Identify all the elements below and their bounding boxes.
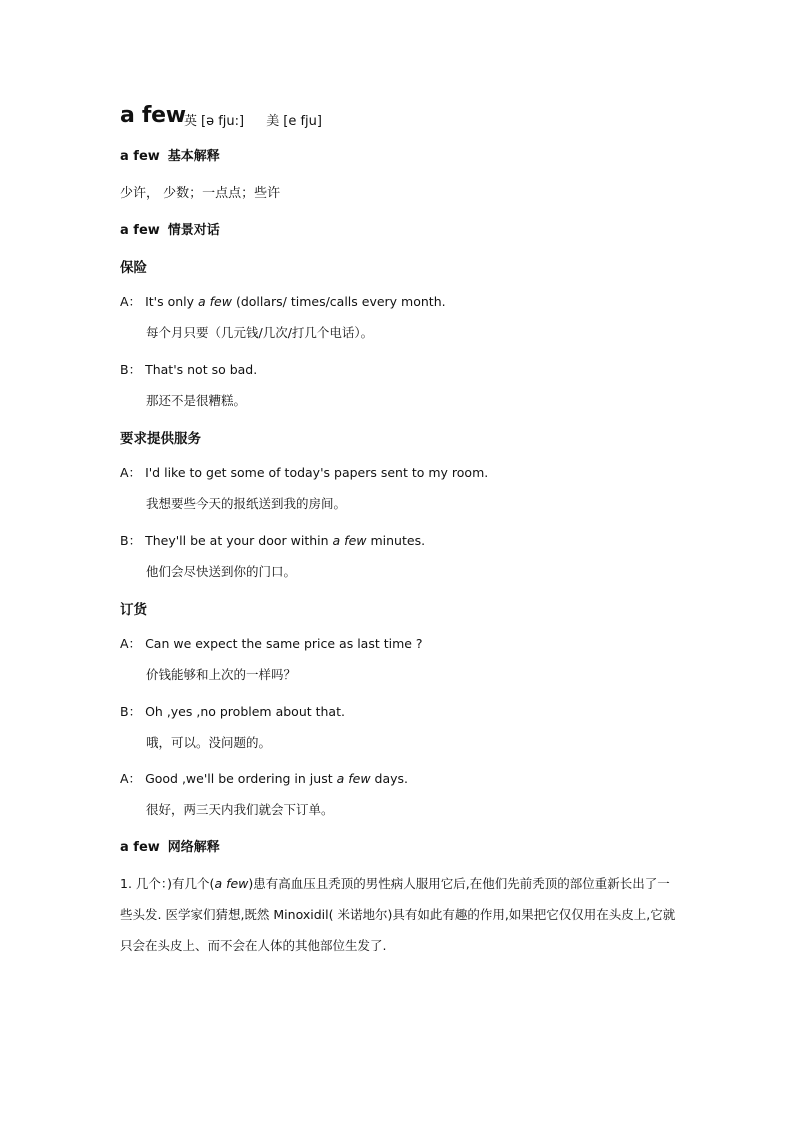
uk-label: 英 — [184, 114, 198, 129]
topic-title-insurance: 保险 — [120, 260, 147, 276]
heading-word: a few — [120, 149, 160, 164]
dialog-line-zh: 那还不是很糟糕。 — [146, 393, 247, 408]
dialog-line-en — [120, 702, 345, 720]
speaker-label: A： — [120, 294, 142, 309]
heading-word: a few — [120, 840, 160, 855]
dialog-line-en — [120, 360, 257, 378]
web-definition-paragraph — [120, 868, 680, 961]
line-text: minutes. — [370, 533, 426, 548]
keyword: a few — [332, 533, 367, 548]
uk-pronunciation — [184, 114, 244, 129]
section-basic-heading — [120, 145, 220, 164]
speaker-label: A： — [120, 636, 142, 651]
section-web-heading — [120, 836, 220, 855]
dialog-line-en — [120, 531, 425, 549]
section-dialog-heading — [120, 219, 220, 238]
speaker-label: B： — [120, 704, 142, 719]
us-pronunciation — [266, 114, 322, 129]
dialog-line-en — [120, 463, 488, 481]
keyword: a few — [198, 294, 232, 309]
line-text: (dollars/ times/calls every month. — [235, 294, 446, 309]
basic-meaning: 少许， 少数；一点点；些许 — [120, 186, 281, 201]
line-text: It's only — [145, 294, 195, 309]
uk-ipa: [ə fju:] — [201, 114, 245, 129]
dialog-line-zh: 我想要些今天的报纸送到我的房间。 — [146, 496, 347, 511]
speaker-label: B： — [120, 533, 142, 548]
line-text: days. — [374, 771, 409, 786]
dialog-line-en — [120, 292, 446, 310]
topic-title-order: 订货 — [120, 602, 147, 618]
dialog-line-zh: 哦，可以。没问题的。 — [146, 735, 272, 750]
dialog-line-en — [120, 769, 408, 787]
line-text: That's not so bad. — [145, 362, 258, 377]
line-text: Can we expect the same price as last time ? — [145, 636, 423, 651]
heading-label: 网络解释 — [167, 840, 220, 855]
keyword: a few — [336, 771, 371, 786]
speaker-label: A： — [120, 465, 142, 480]
heading-label: 基本解释 — [167, 149, 220, 164]
paragraph-text: )患有高血压且秃顶的男性病人服用它后,在他们先前秃顶的部位重新长出了一些头发. 医学家们猜想,既然 Minoxidil( 米诺地尔)具有如此有趣的作用,如果把它仅仅用在头皮上,它就只会在头皮上、而不会在人体的其他部位生发了. — [120, 876, 676, 953]
heading-word: a few — [120, 223, 160, 238]
headword: a few — [120, 103, 186, 128]
line-text: They'll be at your door within — [145, 533, 329, 548]
topic-title-service: 要求提供服务 — [120, 431, 201, 447]
pronunciation — [184, 110, 340, 129]
line-text: Oh ,yes ,no problem about that. — [145, 704, 345, 719]
speaker-label: B： — [120, 362, 142, 377]
line-text: Good ,we'll be ordering in just — [145, 771, 333, 786]
dialog-line-zh: 很好，两三天内我们就会下订单。 — [146, 802, 334, 817]
dialog-line-en — [120, 634, 423, 652]
us-ipa: [e fju] — [283, 114, 322, 129]
line-text: I'd like to get some of today's papers sent to my room. — [145, 465, 489, 480]
keyword: a few — [214, 876, 249, 891]
paragraph-text: 几个：)有几个( — [135, 876, 215, 891]
dialog-line-zh: 每个月只要（几元钱/几次/打几个电话）。 — [146, 325, 374, 340]
item-number: 1. — [120, 876, 132, 891]
dialog-line-zh: 价钱能够和上次的一样吗？ — [146, 667, 297, 682]
dialog-line-zh: 他们会尽快送到你的门口。 — [146, 564, 297, 579]
speaker-label: A： — [120, 771, 142, 786]
us-label: 美 — [266, 114, 280, 129]
heading-label: 情景对话 — [167, 223, 220, 238]
